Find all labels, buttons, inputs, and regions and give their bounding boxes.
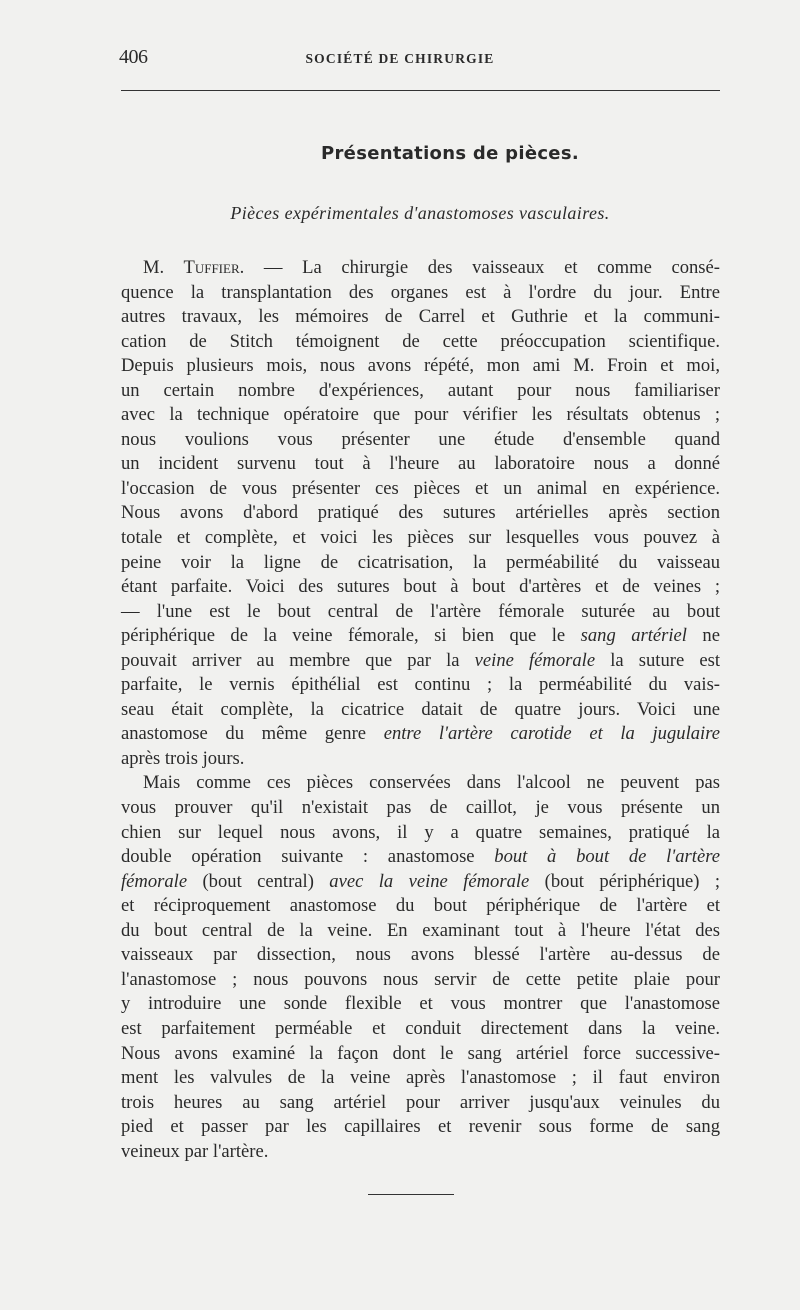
speaker-name: M. Tuffier. — [143, 257, 245, 278]
text-line: veineux par l'artère. — [121, 1140, 269, 1162]
emphasis: sang artériel — [580, 625, 687, 647]
text-line: étant parfaite. Voici des sutures bout à bout d'artères et de veines ; — [121, 576, 720, 598]
text-line: peine voir la ligne de cicatrisation, la perméabilité du vaisseau — [121, 551, 720, 573]
running-head: SOCIÉTÉ DE CHIRURGIE — [305, 51, 495, 66]
text-line: et réciproquement anastomose du bout périphérique de l'artère et — [121, 895, 720, 917]
text-line: seau était complète, la cicatrice datait de quatre jours. Voici une — [121, 698, 720, 720]
text-line: Mais comme ces pièces conservées dans l'alcool ne peuvent pas — [143, 772, 720, 794]
page-number: 406 — [119, 46, 148, 68]
text-line: vaisseaux par dissection, nous avons blessé l'artère au-dessus de — [121, 944, 720, 966]
text-line: fémorale (bout central) avec la veine fémorale (bout périphérique) ; — [121, 870, 721, 892]
text-line: autres travaux, les mémoires de Carrel et Guthrie et la communi- — [121, 306, 720, 328]
text-line: cation de Stitch témoignent de cette préoccupation scientifique. — [121, 330, 720, 352]
text-line: double opération suivante : anastomose bout à bout de l'artère — [121, 846, 720, 868]
text-line: parfaite, le vernis épithélial est continu ; la perméabilité du vais- — [121, 674, 720, 696]
text-line: pouvait arriver au membre que par la veine fémorale la suture est — [121, 649, 720, 671]
text-line: un incident survenu tout à l'heure au laboratoire nous a donné — [121, 453, 720, 475]
text-line: périphérique de la veine fémorale, si bien que le sang artériel ne — [121, 625, 720, 647]
emphasis: veine fémorale — [474, 649, 596, 671]
text-line: totale et complète, et voici les pièces sur lesquelles vous pouvez à — [121, 527, 720, 549]
text-line: Nous avons d'abord pratiqué des sutures artérielles après section — [121, 502, 720, 524]
emphasis: avec la veine fémorale — [329, 870, 530, 892]
text-line: chien sur lequel nous avons, il y a quatre semaines, pratiqué la — [121, 821, 720, 843]
body-text — [121, 256, 720, 1164]
header-rule — [121, 90, 720, 91]
text-line: l'occasion de vous présenter ces pièces et un animal en expérience. — [121, 477, 720, 499]
text-line: quence la transplantation des organes est à l'ordre du jour. Entre — [121, 281, 720, 303]
text-line: ment les valvules de la veine après l'anastomose ; il faut environ — [121, 1067, 720, 1089]
section-title: Présentations de pièces. — [321, 143, 579, 164]
section-subtitle: Pièces expérimentales d'anastomoses vasculaires. — [230, 203, 610, 223]
text-line: l'anastomose ; nous pouvons nous servir de cette petite plaie pour — [121, 968, 720, 990]
text-line: avec la technique opératoire que pour vérifier les résultats obtenus ; — [121, 404, 720, 426]
text-line: est parfaitement perméable et conduit directement dans la veine. — [121, 1017, 720, 1039]
text-line: du bout central de la veine. En examinant tout à l'heure l'état des — [121, 919, 720, 941]
emphasis: fémorale — [121, 870, 188, 892]
emphasis: bout à bout de l'artère — [494, 846, 720, 868]
emphasis: entre l'artère carotide et la jugulaire — [383, 723, 720, 745]
text-line: vous prouver qu'il n'existait pas de caillot, je vous présente un — [121, 797, 720, 819]
text-line: y introduire une sonde flexible et vous montrer que l'anastomose — [121, 993, 720, 1015]
text-line: trois heures au sang artériel pour arriver jusqu'aux veinules du — [121, 1091, 720, 1113]
text-line: après trois jours. — [121, 747, 245, 769]
end-rule — [368, 1194, 454, 1195]
text-line: — l'une est le bout central de l'artère fémorale suturée au bout — [121, 600, 720, 622]
text-line: pied et passer par les capillaires et revenir sous forme de sang — [121, 1116, 720, 1138]
text-line: anastomose du même genre entre l'artère carotide et la jugulaire — [121, 723, 720, 745]
text-line: un certain nombre d'expériences, autant pour nous familiariser — [121, 379, 720, 401]
text-line: Nous avons examiné la façon dont le sang artériel force successive- — [121, 1042, 720, 1064]
text-line: M. Tuffier. — La chirurgie des vaisseaux et comme consé- — [143, 257, 720, 278]
text-line: Depuis plusieurs mois, nous avons répété, mon ami M. Froin et moi, — [121, 355, 720, 377]
text-line: nous voulions vous présenter une étude d'ensemble quand — [121, 428, 720, 450]
